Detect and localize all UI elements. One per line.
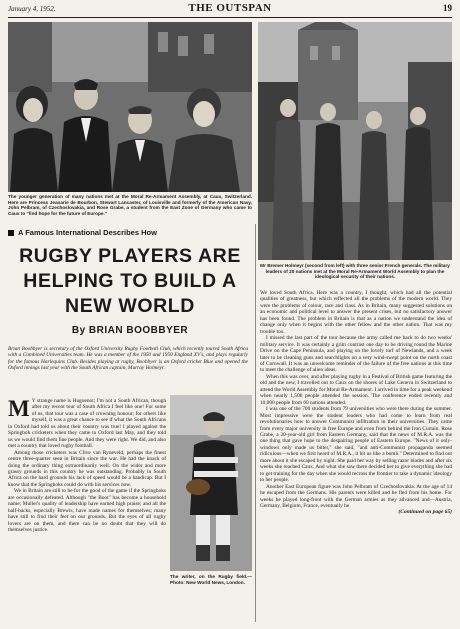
column-divider bbox=[255, 224, 256, 622]
issue-date: January 4, 1952. bbox=[8, 5, 56, 13]
paragraph: I was one of the 700 students from 79 universities who were there during the summer. Most impressive were the student leaders who had come to learn from real revolutionaries how to answer Communist infiltration in their universities. They came from every major university in free Europe and even from behind the Iron Curtain. Rose Grabe, a 20-year-old girl from Eastern Germany, said that the news of M.R.A. was the one thing that gave hope to the despairing people of Eastern Europe. "News of it only-windows only made us bitter," she said, "and anti-Communist propaganda seemed ridiculous—when we first heard of M.R.A., it hit us like a bomb." Determined to find out more about it she escaped by night. She paid her way by selling razor blades and after six weeks she reached Caux. And what she saw there decided her to give everything she had to get training for the day when she would recross the frontier to take a dynamic ideology to her people. bbox=[260, 406, 452, 484]
masthead: THE OUTSPAN bbox=[188, 2, 272, 14]
headline-line-1: RUGBY PLAYERS ARE bbox=[19, 245, 241, 267]
continued-note: (Continued on page 65) bbox=[398, 509, 452, 516]
square-bullet-icon bbox=[8, 230, 14, 236]
paragraph: We in Britain are still to be for the good of the game if the Springboks are occasionally defeated. Although "the Boot" has become a household name; Muller's quality of leadership have earned high praise; and all the half-backs, especially Brewis, have made names for themselves; many have still to find their feet on our grounds. But the eyes of all rugby lovers are on them, and there can be no doubt that they will do themselves justice. bbox=[8, 488, 166, 534]
paragraph: Among those cricketers was Clive van Ryneveld, perhaps the finest centre three-quarter seen in Britain since the war. He had the knack of doing the ordinary thing extraordinarily well. On the wider and more grassy grounds in this country he was outstanding. Probably in South Africa on the hard grounds his lack of speed would be a handicap. But I know that the Springboks could do with his services now. bbox=[8, 449, 166, 488]
generals-photo bbox=[258, 22, 452, 260]
page-number: 19 bbox=[443, 3, 452, 13]
writer-photo-caption: The writer, on the Rugby field.—Photo: New World News, London. bbox=[170, 574, 252, 585]
paragraph: M Y strange name is Huguenot; I'm not a South African, though after my recent tour of South Africa I feel like one! For some of us, that tour was a case of crowning honour; for others like myself, it was a great chance to see if what the South Africans in Oxford had told us about their country was true! I played against the Springbok cricketers when they came to Oxford last May, and they told us we would find them fine people. And they were right. We did, and also met a country that loved rugby football. bbox=[8, 396, 166, 450]
article-kicker bbox=[8, 228, 258, 237]
headline-line-3: NEW WORLD bbox=[65, 295, 195, 317]
group-photo bbox=[8, 22, 252, 192]
article-column-2 bbox=[260, 290, 452, 516]
article-column-1 bbox=[8, 398, 166, 534]
article-headline bbox=[8, 244, 252, 319]
header-rule bbox=[8, 17, 452, 18]
article-byline: By BRIAN BOOBBYER bbox=[71, 325, 189, 336]
paragraph: I missed the last part of the tour because the army called me back to do two weeks' military service. It was certainly a grim contrast one day to be driving round the Marine Drive on the Cape Peninsula, and playing on the lovely turf of Newlands, and a week later to be cleaning guns and searchlights on a very wind-swept point on the north coast of Cornwall. It was an unwelcome reminder of the failure of the free nations at this time to meet the challenge of alien ideas. bbox=[260, 335, 452, 374]
generals-photo-caption: Mr Bremer Holmeyr (second from left) with three senior French generals. The military leaders of 20 nations met at the Moral Re-Armament World Assembly to plan the ideological security of their nations. bbox=[260, 263, 450, 280]
drop-cap: M bbox=[8, 396, 30, 421]
page-header bbox=[8, 2, 452, 16]
paragraph: We loved South Africa. Here was a country, I thought, which had all the potential qualities of greatness, but which reflected all the problems of the modern world. They were the problems of colour, race and class. As in Britain, many suggested solutions on an economic and political level to answer the present crises, but no satisfactory answer has been found. The problem in Britain is that as a nation we understand the idea of change only when it begins with the other fellow and the other nation. That was my trouble too. bbox=[260, 290, 452, 335]
kicker-text: A Famous International Describes How bbox=[18, 228, 157, 237]
paragraph: Another East European figure was John Pelbram of Czechoslovakia. At the age of 14 he escaped from the Germans. His parents were killed and he fled from his home. For weeks he played long-front with the German armies as they advanced and—Austria, Germany, Belgium, France, eventually he bbox=[260, 483, 452, 509]
headline-line-2: HELPING TO BUILD A bbox=[23, 270, 237, 292]
article-intro: Brian Boobbyer is secretary of the Oxford University Rugby Football Club, which recently toured South Africa with a Combined Universities team. He was a member of the 1950 and 1950 England XV's, and plays regularly for the famous Harlequins Club. Besides playing at rugby, Boobbyer is an Oxford cricket Blue and opened the Oxford innings last year with the South African captain, Murray Holmeyr. bbox=[8, 346, 248, 371]
group-photo-caption: The younger generation of many nations met at the Moral Re-Armament Assembly, at Caux, Switzerland. Here are Princess Jeanarie de Bourbon, Stewart Lancaster, of Louisville and formerly of the American Navy, John Pelbram, of Czechoslovakia, and Rose Grabe, a student from the East Zone of Germany who came to Caux to "find hope for the future of Europe." bbox=[8, 194, 252, 216]
writer-rugby-photo bbox=[170, 395, 252, 571]
paragraph: When this was over, and after playing rugby in a Festival of British game featuring the old and the new, I travelled out to Caux on the shores of Lake Geneva in Switzerland to attend the World Assembly for Moral Re-Armament. I arrived in time for a peak weekend when nearly 1,500 people attended the session. The conference ended recently and 10,000 people from 60 nations attended. bbox=[260, 373, 452, 406]
